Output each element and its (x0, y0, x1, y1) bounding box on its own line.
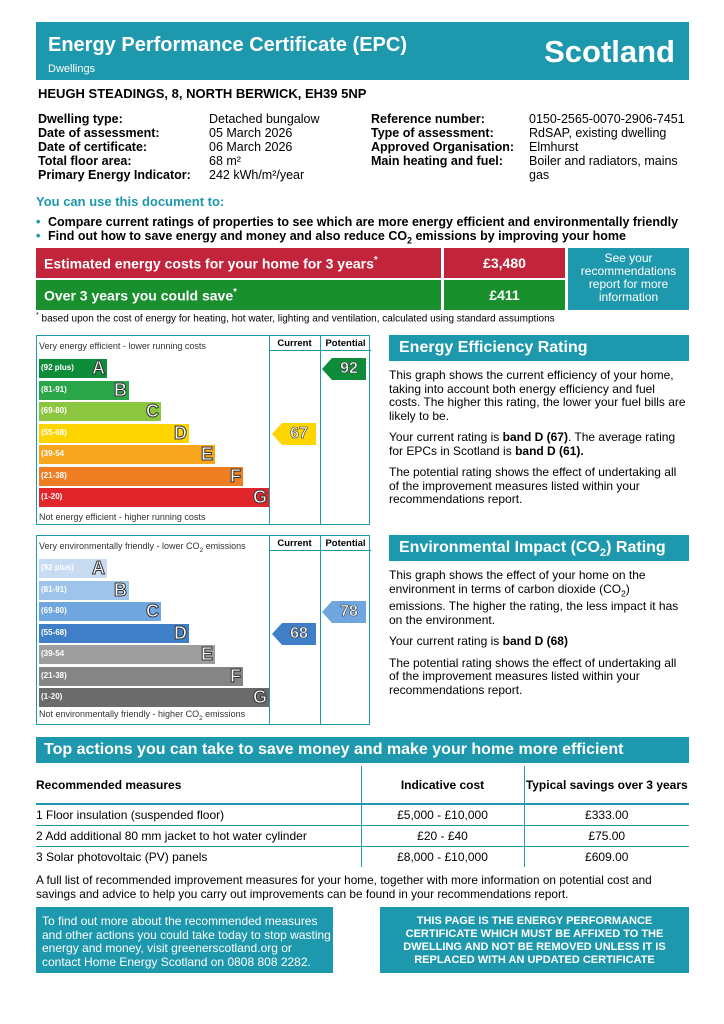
table-cell: 3 Solar photovoltaic (PV) panels (36, 846, 361, 867)
table-cell: 1 Floor insulation (suspended floor) (36, 804, 361, 825)
bullet-item (36, 215, 678, 229)
current-column-header: Current (277, 538, 312, 549)
band-range: (1-20) (41, 692, 63, 701)
details-left (38, 112, 320, 182)
ei-band-d (39, 624, 189, 643)
band-letter: A (92, 358, 105, 378)
band-letter: C (146, 401, 159, 421)
detail-row (38, 140, 320, 154)
page-subtitle: Dwellings (48, 63, 96, 75)
energy-efficiency-rating-title: Energy Efficiency Rating (389, 335, 689, 361)
eir-paragraph: Your current rating is band D (68) (389, 634, 568, 649)
potential-column-header: Potential (325, 538, 366, 549)
ee-band-f (39, 467, 243, 486)
ee-band-e (39, 445, 215, 464)
band-range: (39-54 (41, 449, 65, 458)
environmental-impact-text (389, 569, 689, 705)
detail-value: Detached bungalow (209, 112, 320, 126)
detail-value: 05 March 2026 (209, 126, 293, 140)
detail-value: 68 m² (209, 154, 241, 168)
ei-band-b (39, 581, 129, 600)
chart-top-note: Very energy efficient - lower running costs (39, 341, 206, 351)
environmental-impact-rating-title: Environmental Impact $(CO_2)$ Rating (389, 535, 689, 561)
ee-band-g (39, 488, 269, 507)
band-range: (1-20) (41, 492, 63, 501)
detail-value: RdSAP, existing dwelling (529, 126, 667, 140)
top-actions-title: Top actions you can take to save money and make your home more efficient (36, 737, 689, 763)
bullet-text: Find out how to save energy and money and also reduce $CO_2$ emissions by improving your home (48, 229, 626, 246)
ei-current-rating-marker: 68 (282, 623, 316, 645)
find-out-more-box: To find out more about the recommended measures and other actions you could take today to stop wasting energy and money, visit greenerscotland.org or contact Home Energy Scotland on 0808 808 2282. (36, 907, 333, 973)
table-cell: £609.00 (524, 846, 689, 867)
band-range: (55-68) (41, 627, 67, 637)
bullet-text: Compare current ratings of properties to see which are more energy efficient and environmentally friendly (48, 215, 679, 229)
estimated-cost-label: Estimated energy costs for your home for 3 years* (36, 248, 441, 278)
certificate-notice-box: THIS PAGE IS THE ENERGY PERFORMANCE CERTIFICATE WHICH MUST BE AFFIXED TO THE DWELLING AND NOT BE REMOVED UNLESS IT IS REPLACED WITH AN UPDATED CERTIFICATE (380, 907, 689, 973)
table-row (36, 825, 689, 846)
chart-bottom-note: Not energy efficient - higher running costs (39, 512, 206, 522)
band-letter: B (114, 379, 127, 400)
table-cell: £8,000 - £10,000 (361, 846, 524, 867)
potential-column-header: Potential (325, 338, 366, 349)
use-bullets (36, 215, 678, 248)
eer-paragraph: Your current rating is band D (67). The average rating for EPCs in Scotland is band D (61). (389, 430, 676, 458)
band-range: (92 plus) (41, 363, 74, 372)
band-letter: D (174, 422, 187, 443)
table-header: Typical savings over 3 years (524, 766, 689, 804)
table-header: Recommended measures (36, 766, 361, 804)
table-row (36, 804, 689, 825)
detail-row (38, 168, 320, 182)
detail-value: 0150-2565-0070-2906-7451 (529, 112, 685, 126)
page-title: Energy Performance Certificate (EPC) (48, 34, 408, 56)
detail-label: Reference number: (371, 112, 485, 126)
ei-band-a (39, 559, 107, 578)
ei-band-e (39, 645, 215, 664)
current-column-header: Current (277, 338, 312, 349)
ei-band-c (39, 602, 161, 621)
band-letter: F (230, 465, 241, 486)
chart-top-note: Very environmentally friendly - lower $CO_2$ emissions (39, 541, 246, 554)
band-letter: G (252, 487, 267, 507)
band-range: (92 plus) (41, 563, 74, 572)
ee-band-b (39, 381, 129, 400)
table-cell: 2 Add additional 80 mm jacket to hot water cylinder (36, 825, 361, 846)
ee-band-a (39, 359, 107, 378)
country-label: Scotland (544, 34, 675, 69)
detail-row (371, 126, 694, 140)
band-letter: D (174, 622, 187, 643)
savings-value: £411 (444, 280, 565, 310)
band-letter: F (230, 665, 241, 686)
band-letter: B (114, 579, 127, 600)
eir-paragraph: This graph shows the effect of your home on the environment in terms of carbon dioxide $(CO_2)$ emissions. The higher the rating, the less impact it has on the environment. (389, 568, 679, 627)
band-range: (81-91) (41, 584, 67, 594)
detail-label: Dwelling type: (38, 112, 123, 126)
eir-paragraph: The potential rating shows the effect of undertaking all of the improvement measures listed within your recommendations report. (389, 655, 677, 697)
band-letter: G (252, 687, 267, 707)
property-address: HEUGH STEADINGS, 8, NORTH BERWICK, EH39 5NP (38, 86, 367, 101)
detail-row (371, 140, 694, 154)
energy-efficiency-chart (36, 335, 370, 525)
table-cell: £20 - £40 (361, 825, 524, 846)
detail-value: Elmhurst (529, 140, 579, 154)
detail-value: 06 March 2026 (209, 140, 293, 154)
band-letter: A (92, 558, 105, 578)
detail-row (38, 126, 320, 140)
table-header-row (36, 766, 689, 804)
band-range: (39-54 (41, 649, 65, 658)
use-document-title: You can use this document to: (36, 194, 225, 209)
energy-efficiency-text (389, 369, 689, 515)
band-range: (21-38) (41, 470, 67, 480)
band-range: (69-80) (41, 406, 67, 415)
cost-footnote: * based upon the cost of energy for heating, hot water, lighting and ventilation, calculated using standard assumptions (36, 312, 555, 325)
recommendations-note: See your recommendations report for more information (568, 248, 689, 310)
bullet-icon: • (36, 215, 41, 229)
band-range: (81-91) (41, 384, 67, 394)
detail-label: Date of certificate: (38, 140, 148, 154)
band-range: (21-38) (41, 670, 67, 680)
detail-label: Primary Energy Indicator: (38, 168, 191, 182)
table-cell: £5,000 - £10,000 (361, 804, 524, 825)
bullet-item (36, 229, 678, 248)
detail-label: Approved Organisation: (371, 140, 515, 154)
detail-value: Boiler and radiators, mains gas (529, 154, 678, 182)
band-range: (55-68) (41, 427, 67, 437)
savings-label: Over 3 years you could save* (36, 280, 441, 310)
band-letter: E (200, 444, 213, 464)
eer-paragraph: This graph shows the current efficiency of your home, taking into account both energy efficiency and fuel costs. The higher this rating, the lower your fuel bills are likely to be. (389, 368, 686, 423)
details-right (371, 112, 694, 182)
detail-row (371, 154, 694, 182)
header-banner (36, 22, 689, 80)
ei-band-f (39, 667, 243, 686)
estimated-cost-value: £3,480 (444, 248, 565, 278)
band-letter: C (146, 601, 159, 621)
environmental-impact-chart (36, 535, 370, 725)
bullet-icon: • (36, 229, 41, 243)
table-header: Indicative cost (361, 766, 524, 804)
ei-potential-rating-marker: 78 (332, 601, 366, 623)
table-cell: £75.00 (524, 825, 689, 846)
band-range: (69-80) (41, 606, 67, 615)
table-cell: £333.00 (524, 804, 689, 825)
eer-paragraph: The potential rating shows the effect of undertaking all of the improvement measures listed within your recommendations report. (389, 465, 677, 506)
detail-row (38, 154, 320, 168)
ei-band-g (39, 688, 269, 707)
chart-bottom-note: Not environmentally friendly - higher $CO_2$ emissions (39, 709, 246, 722)
detail-label: Main heating and fuel: (371, 154, 503, 168)
ee-band-d (39, 424, 189, 443)
further-info-text: A full list of recommended improvement measures for your home, together with more information on potential cost and savings and advice to help you carry out improvements can be found in your recommendations report. (36, 873, 652, 901)
detail-label: Type of assessment: (371, 126, 494, 140)
ee-potential-rating-marker: 92 (332, 358, 366, 380)
table-row (36, 846, 689, 867)
detail-row (38, 112, 320, 126)
ee-band-c (39, 402, 161, 421)
recommended-measures-table (36, 766, 689, 867)
band-letter: E (200, 644, 213, 664)
detail-row (371, 112, 694, 126)
detail-label: Date of assessment: (38, 126, 160, 140)
detail-label: Total floor area: (38, 154, 132, 168)
detail-value: 242 kWh/m²/year (209, 168, 305, 182)
ee-current-rating-marker: 67 (282, 423, 316, 445)
